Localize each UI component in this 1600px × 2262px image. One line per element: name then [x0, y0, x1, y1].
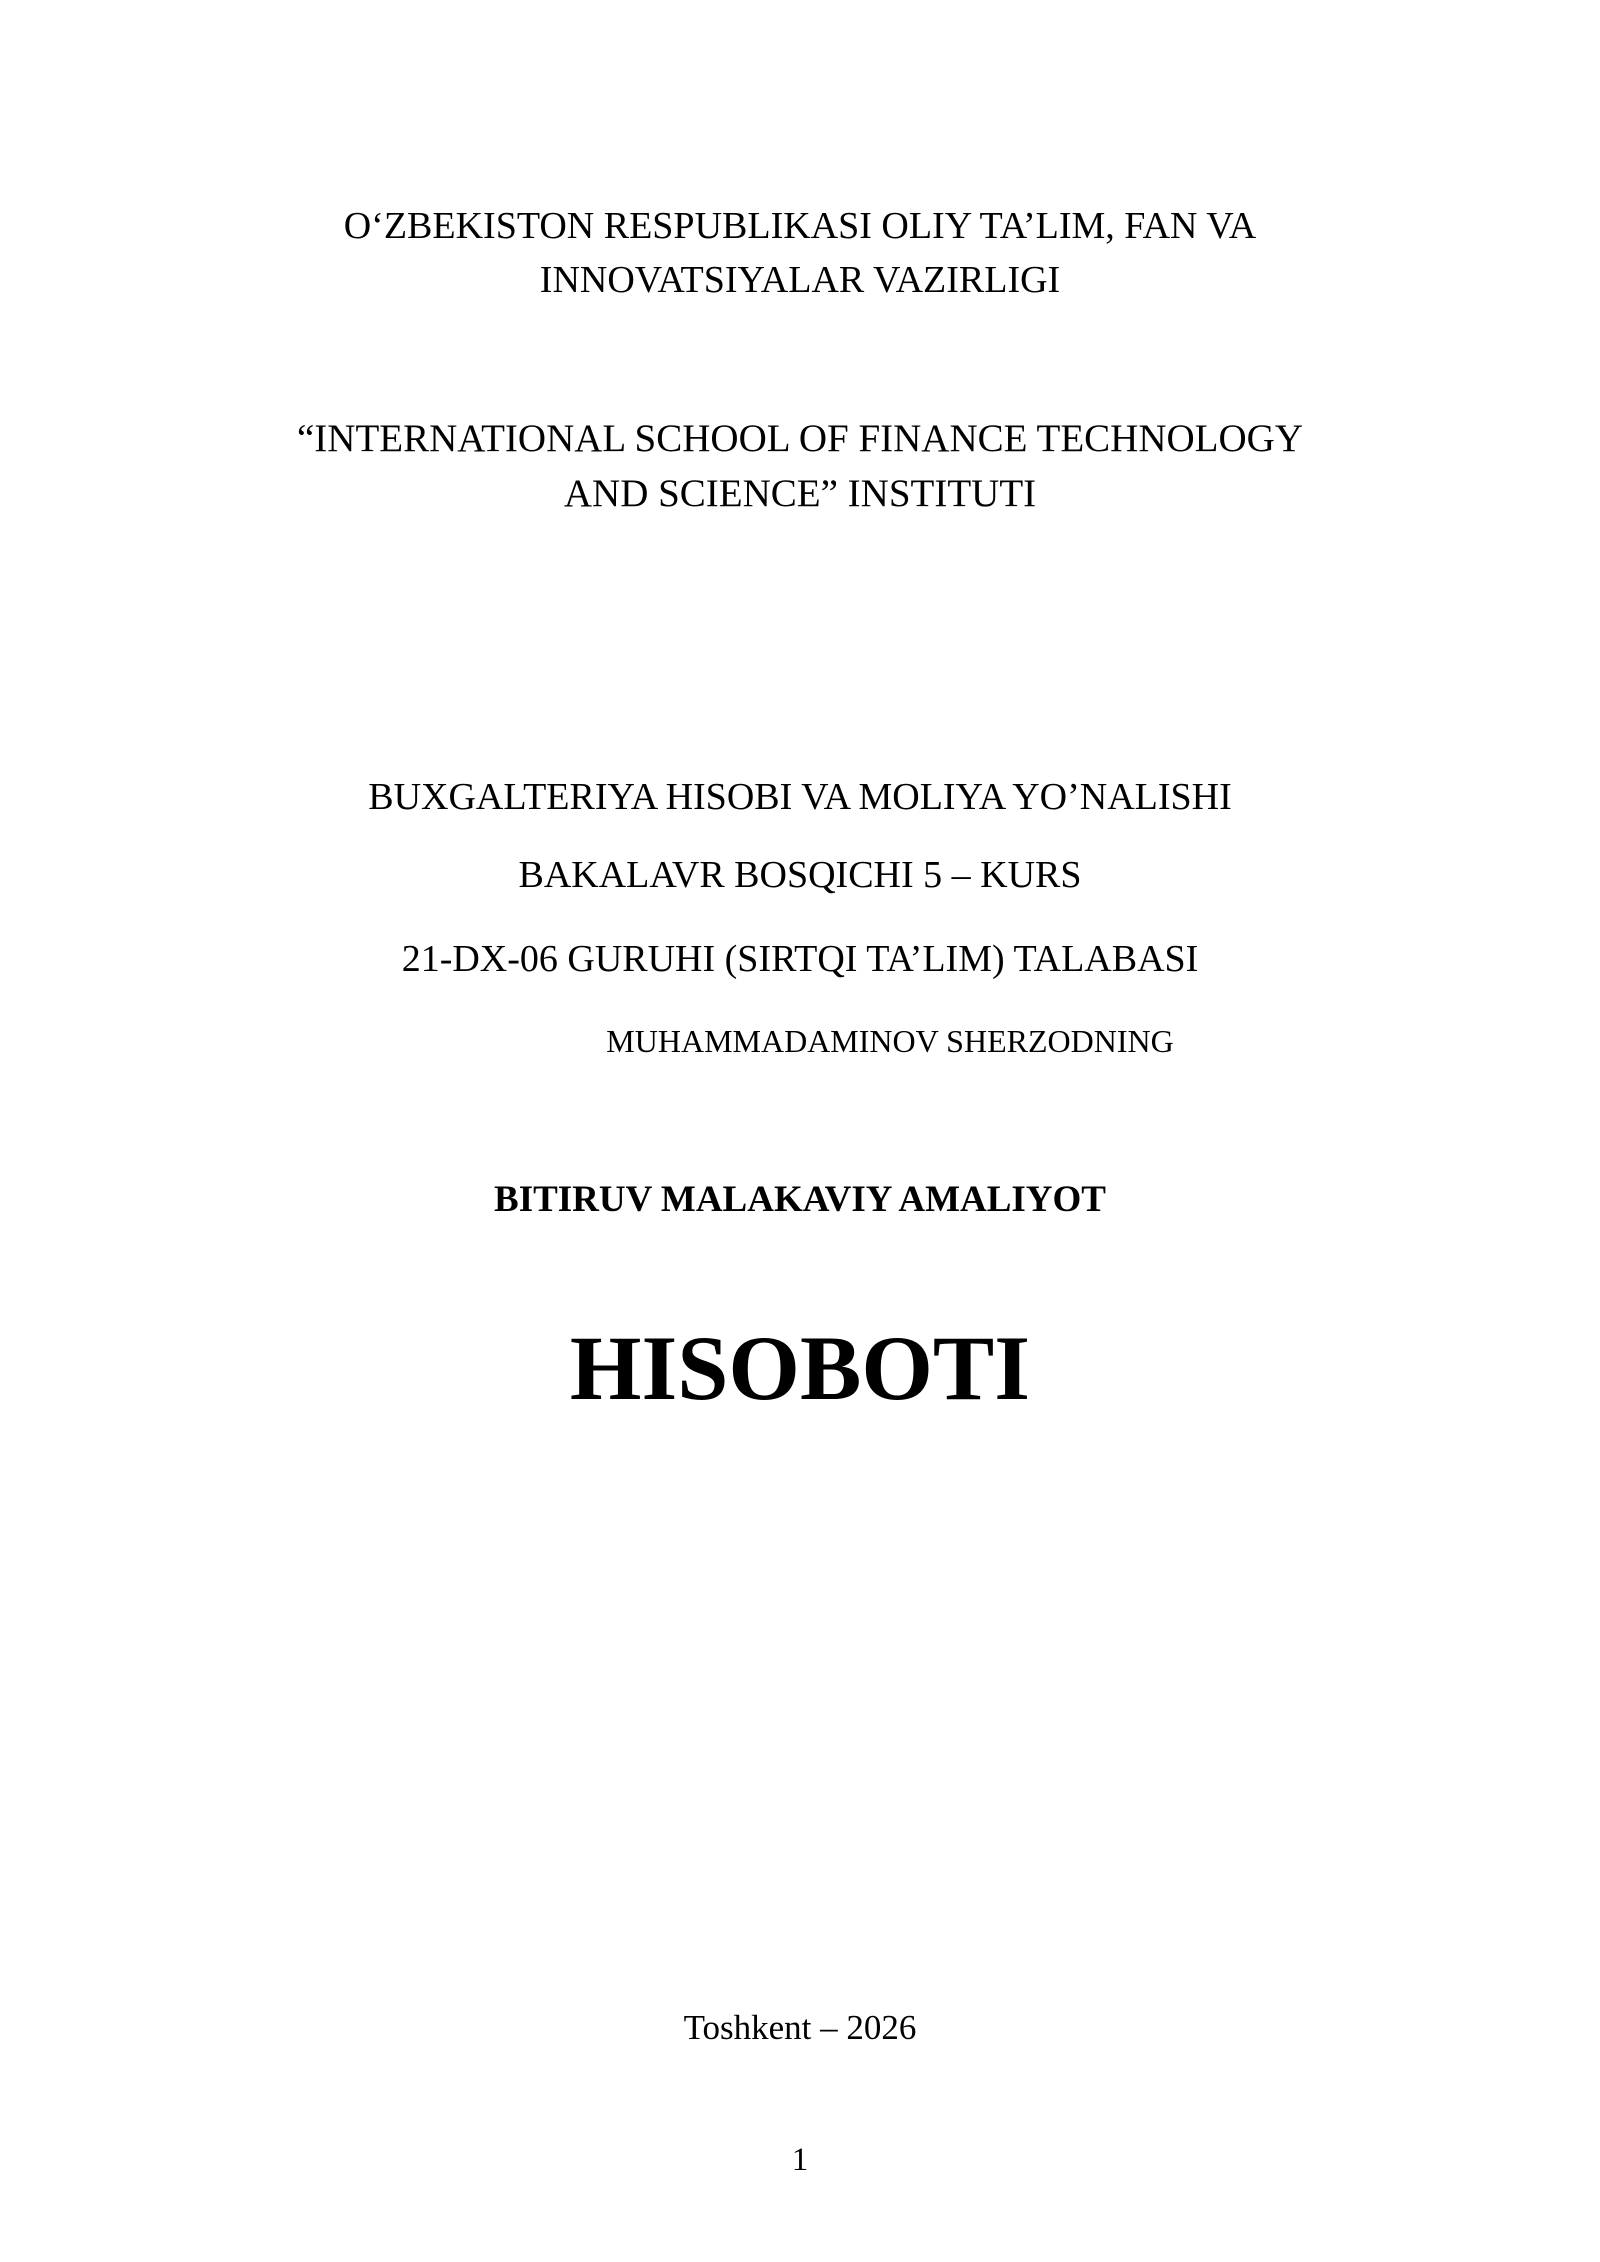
report-title: HISOBOTI — [569, 1317, 1031, 1419]
institute-name-line-1: “INTERNATIONAL SCHOOL OF FINANCE TECHNOLOGY — [296, 417, 1303, 460]
ministry-name-line-2: INNOVATSIYALAR VAZIRLIGI — [539, 259, 1061, 301]
student-name: MUHAMMADAMINOV SHERZODNING — [606, 1023, 1174, 1059]
program-level: BAKALAVR BOSQICHI 5 – KURS — [518, 854, 1082, 896]
city-year: Toshkent – 2026 — [683, 2008, 917, 2047]
page-number: 1 — [791, 2142, 809, 2178]
program-direction: BUXGALTERIYA HISOBI VA MOLIYA YO’NALISHI — [368, 776, 1232, 818]
student-group: 21-DX-06 GURUHI (SIRTQI TA’LIM) TALABASI — [401, 938, 1199, 980]
practice-title: BITIRUV MALAKAVIY AMALIYOT — [494, 1179, 1106, 1220]
institute-name-line-2: AND SCIENCE” INSTITUTI — [563, 472, 1037, 515]
ministry-name-line-1: O‘ZBEKISTON RESPUBLIKASI OLIY TA’LIM, FAN VA — [343, 205, 1257, 247]
